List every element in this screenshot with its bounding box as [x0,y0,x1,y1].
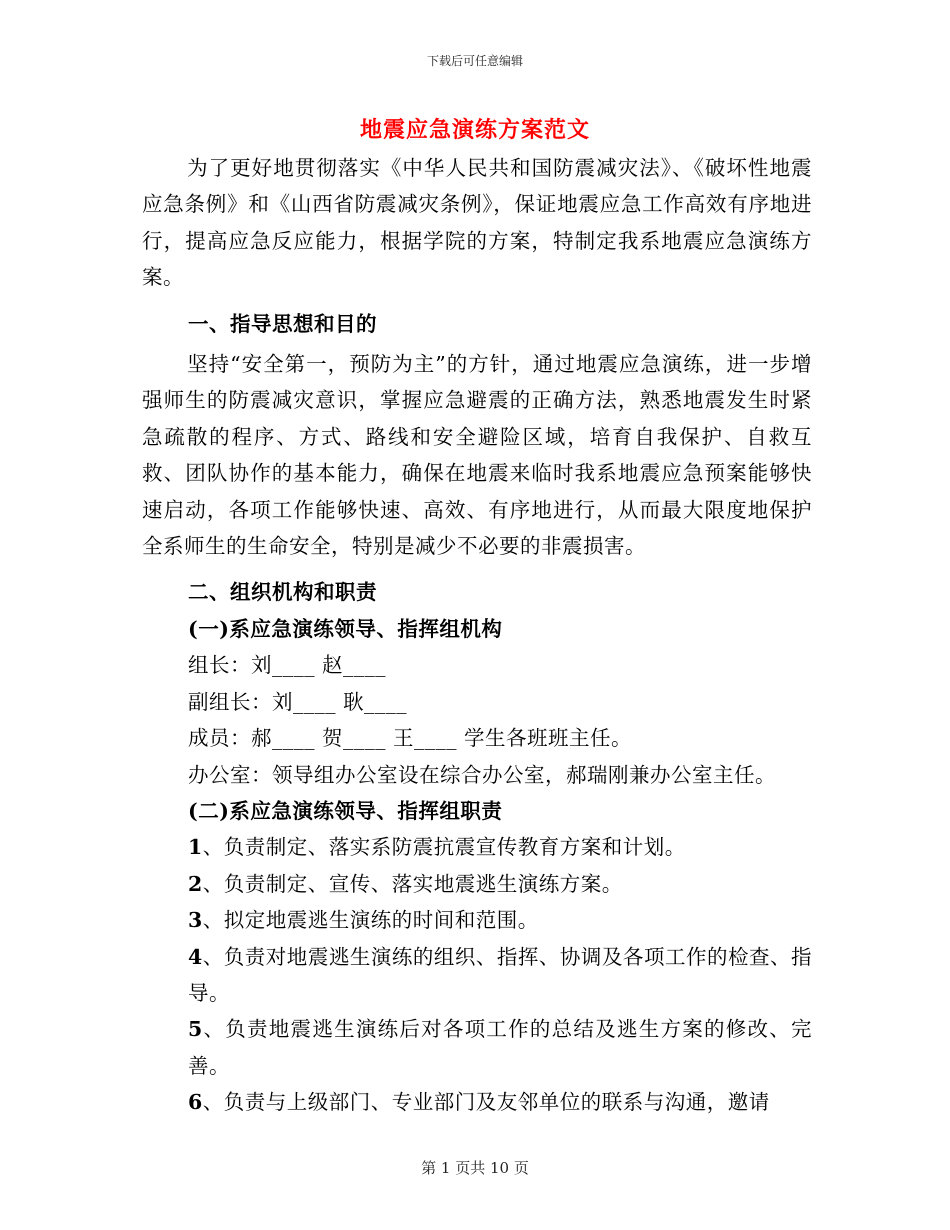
section2-heading: 二、组织机构和职责 [188,580,377,605]
page-header: 下载后可任意编辑 [426,54,523,68]
page-footer: 第 1 页共 10 页 [421,1159,529,1177]
duty-item-number: 1 [188,835,203,860]
duty-item [142,902,812,938]
duty-item-text: 、负责制定、宣传、落实地震逃生演练方案。 [202,871,623,896]
office-line: 办公室：领导组办公室设在综合办公室，郝瑞刚兼办公室主任。 [188,762,776,787]
deputy-line: 副组长：刘____ 耿____ [188,689,408,714]
document-title: 地震应急演练方案范文 [359,117,590,143]
duty-item-text: 、负责地震逃生演练后对各项工作的总结及逃生方案的修改、完善。 [188,1017,812,1078]
duty-item-number: 6 [188,1090,203,1115]
intro-paragraph: 为了更好地贯彻落实《中华人民共和国防震减灾法》、《破坏性地震应急条例》和《山西省防震减灾条例》，保证地震应急工作高效有序地进行，提高应急反应能力，根据学院的方案，特制定我系地震应急演练方案。 [142,156,812,290]
duty-item-number: 2 [188,871,203,896]
duty-item [142,1084,812,1120]
duty-item [142,829,812,865]
section1-body: 坚持“安全第一，预防为主”的方针，通过地震应急演练，进一步增强师生的防震减灾意识，掌握应急避震的正确方法，熟悉地震发生时紧急疏散的程序、方式、路线和安全避险区域，培育自我保护、自救互救、团队协作的基本能力，确保在地震来临时我系地震应急预案能够快速启动，各项工作能够快速、高效、有序地进行，从而最大限度地保护全系师生的生命安全，特别是减少不必要的非震损害。 [142,352,812,559]
duty-item-text: 、负责与上级部门、专业部门及友邻单位的联系与沟通，邀请 [202,1090,770,1115]
subsection2-heading: (二)系应急演练领导、指挥组职责 [188,798,503,823]
subsection1-heading: (一)系应急演练领导、指挥组机构 [188,616,503,641]
duty-item-text: 、负责对地震逃生演练的组织、指挥、协调及各项工作的检查、指导。 [188,944,812,1005]
members-line: 成员：郝____ 贺____ 王____ 学生各班班主任。 [188,726,633,751]
document-body [142,150,812,1121]
duty-item-number: 3 [188,908,203,933]
duty-item [142,1011,812,1084]
duty-item-number: 5 [188,1017,203,1042]
duty-item-text: 、拟定地震逃生演练的时间和范围。 [202,908,539,933]
duty-item [142,866,812,902]
section1-heading: 一、指导思想和目的 [188,311,377,336]
leader-line: 组长：刘____ 赵____ [188,653,387,678]
duty-item-number: 4 [188,944,203,969]
duty-item-text: 、负责制定、落实系防震抗震宣传教育方案和计划。 [202,835,686,860]
duty-item [142,939,812,1012]
